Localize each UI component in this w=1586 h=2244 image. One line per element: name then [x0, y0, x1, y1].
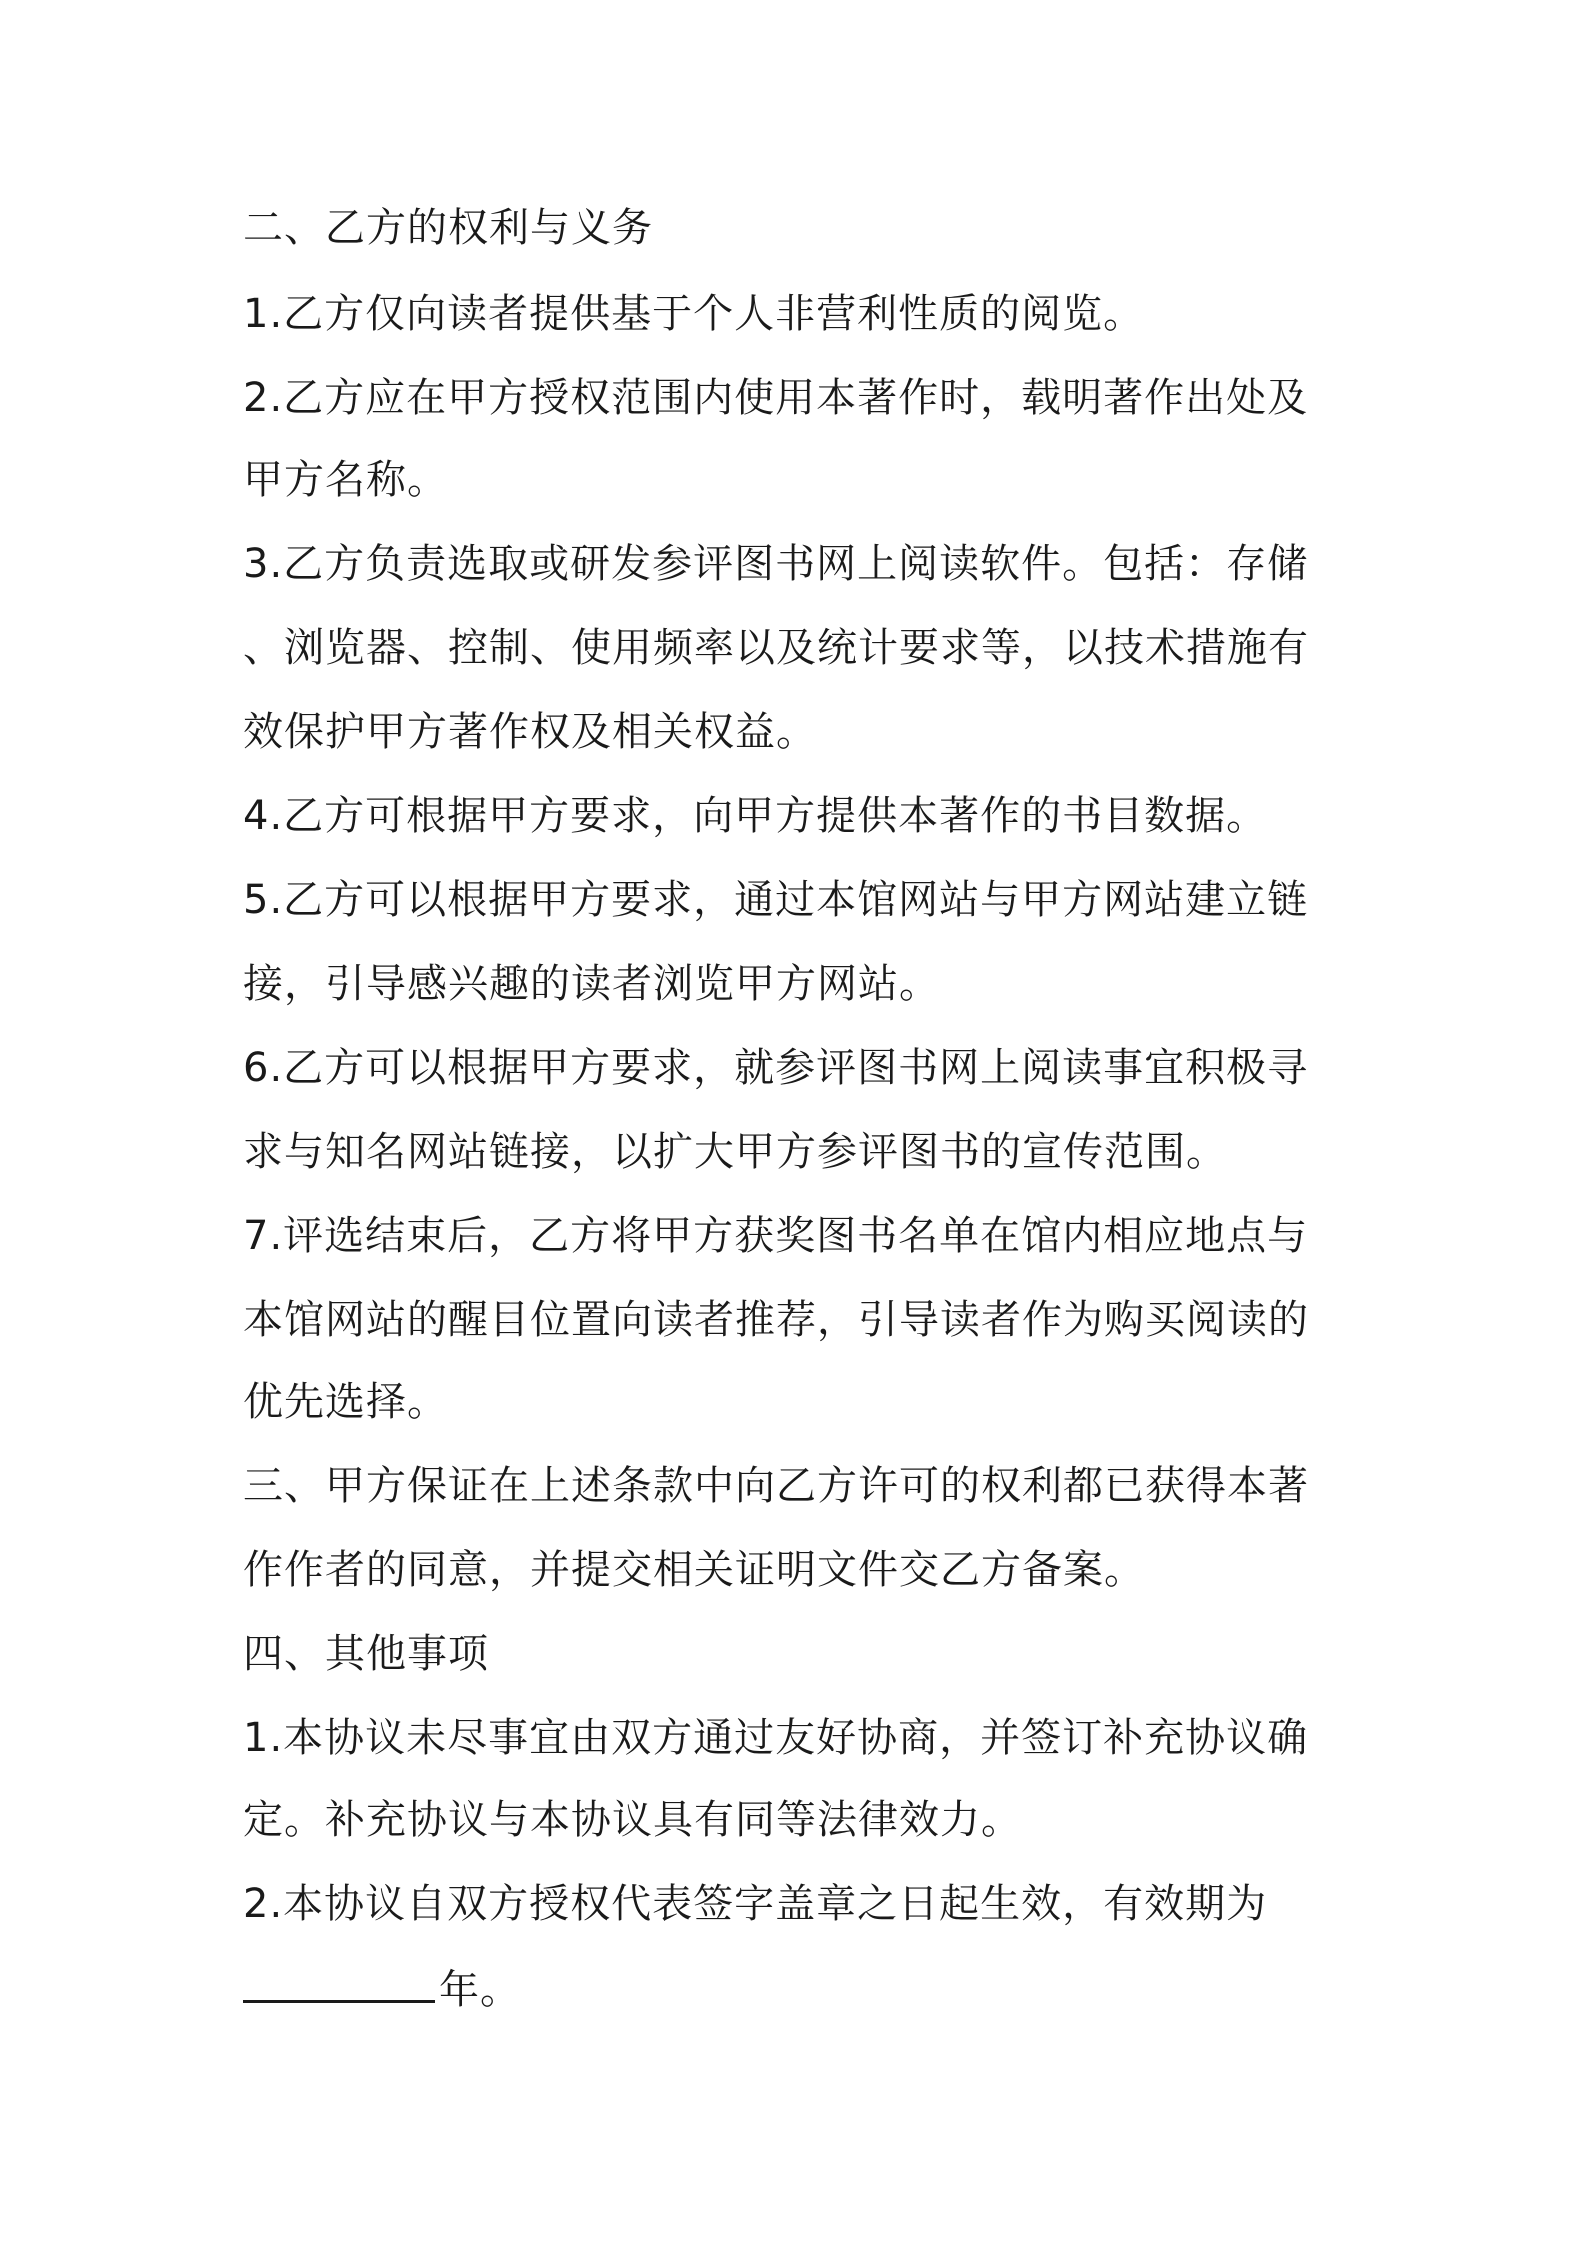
section-2-item-6-line-2: 求与知名网站链接，以扩大甲方参评图书的宣传范围。 [243, 1129, 1227, 1175]
section-2-item-5-line-2: 接，引导感兴趣的读者浏览甲方网站。 [243, 961, 940, 1007]
section-2-item-7-line-2: 本馆网站的醒目位置向读者推荐，引导读者作为购买阅读的 [243, 1297, 1309, 1343]
term-suffix: 年。 [439, 1967, 521, 2013]
section-4-item-2-line-2 [243, 1960, 1363, 2018]
section-3-line-1: 三、甲方保证在上述条款中向乙方许可的权利都已获得本著 [243, 1463, 1309, 1509]
section-2-item-5-line-1: 5.乙方可以根据甲方要求，通过本馆网站与甲方网站建立链 [243, 877, 1309, 923]
section-2-item-3-line-2: 、浏览器、控制、使用频率以及统计要求等，以技术措施有 [243, 625, 1309, 671]
section-4-item-1-line-1: 1.本协议未尽事宜由双方通过友好协商，并签订补充协议确 [243, 1715, 1309, 1761]
section-4-item-2-line-1: 2.本协议自双方授权代表签字盖章之日起生效，有效期为 [243, 1881, 1268, 1927]
section-2-heading: 二、乙方的权利与义务 [243, 205, 653, 251]
section-2-item-4: 4.乙方可根据甲方要求，向甲方提供本著作的书目数据。 [243, 793, 1268, 839]
section-4-item-1-line-2: 定。补充协议与本协议具有同等法律效力。 [243, 1797, 1022, 1843]
section-2-item-3-line-3: 效保护甲方著作权及相关权益。 [243, 709, 817, 755]
section-2-item-7-line-1: 7.评选结束后，乙方将甲方获奖图书名单在馆内相应地点与 [243, 1213, 1309, 1259]
section-2-item-2-line-2: 甲方名称。 [243, 457, 448, 503]
section-2-item-1: 1.乙方仅向读者提供基于个人非营利性质的阅览。 [243, 291, 1145, 337]
section-4-heading: 四、其他事项 [243, 1631, 489, 1677]
section-2-item-6-line-1: 6.乙方可以根据甲方要求，就参评图书网上阅读事宜积极寻 [243, 1045, 1309, 1091]
section-2-item-2-line-1: 2.乙方应在甲方授权范围内使用本著作时，载明著作出处及 [243, 375, 1309, 421]
blank-fill-line [243, 1960, 435, 2003]
section-3-line-2: 作作者的同意，并提交相关证明文件交乙方备案。 [243, 1547, 1145, 1593]
section-2-item-3-line-1: 3.乙方负责选取或研发参评图书网上阅读软件。包括：存储 [243, 541, 1309, 587]
section-2-item-7-line-3: 优先选择。 [243, 1379, 448, 1425]
